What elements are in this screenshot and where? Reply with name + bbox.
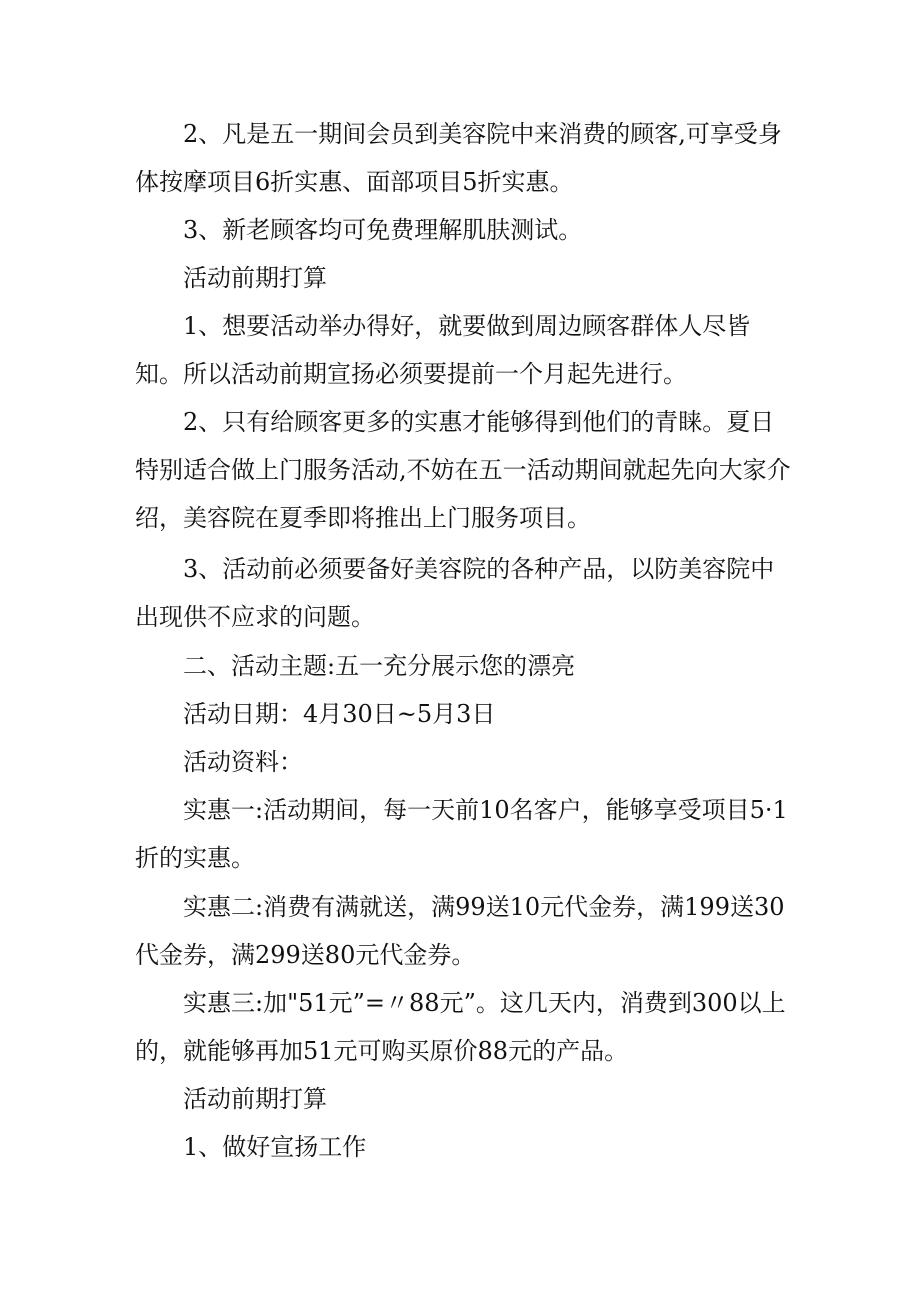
paragraph-publicity-work: 1、做好宣扬工作: [183, 1133, 367, 1161]
paragraph-skin-test: 3、新老顾客均可免费理解肌肤测试。: [183, 216, 583, 244]
heading-pre-activity-plan-2: 活动前期打算: [183, 1085, 327, 1113]
activity-date: 活动日期：4月30日~5月3日: [183, 700, 496, 728]
paragraph-member-discount: 2、凡是五一期间会员到美容院中来消费的顾客,可享受身体按摩项目6折实惠、面部项目5折实惠。: [135, 120, 782, 196]
paragraph-stock-products: 3、活动前必须要备好美容院的各种产品，以防美容院中出现供不应求的问题。: [135, 555, 775, 631]
heading-activity-theme: 二、活动主题:五一充分展示您的漂亮: [183, 652, 576, 680]
paragraph-offer-three: 实惠三:加"51元”=〃88元”。这几天内，消费到300以上的，就能够再加51元可购买原价88元的产品。: [135, 989, 786, 1065]
heading-pre-activity-plan: 活动前期打算: [183, 264, 327, 292]
paragraph-offer-two: 实惠二:消费有满就送，满99送10元代金券，满199送30代金券，满299送80元代金券。: [135, 893, 785, 969]
paragraph-offer-one: 实惠一:活动期间，每一天前10名客户，能够享受项目5·1折的实惠。: [135, 796, 788, 872]
paragraph-home-service: 2、只有给顾客更多的实惠才能够得到他们的青睐。夏日特别适合做上门服务活动,不妨在五一活动期间就起先向大家介绍，美容院在夏季即将推出上门服务项目。: [135, 408, 791, 532]
paragraph-publicity: 1、想要活动举办得好，就要做到周边顾客群体人尽皆知。所以活动前期宣扬必须要提前一个月起先进行。: [135, 312, 751, 388]
heading-activity-materials: 活动资料：: [183, 748, 303, 776]
